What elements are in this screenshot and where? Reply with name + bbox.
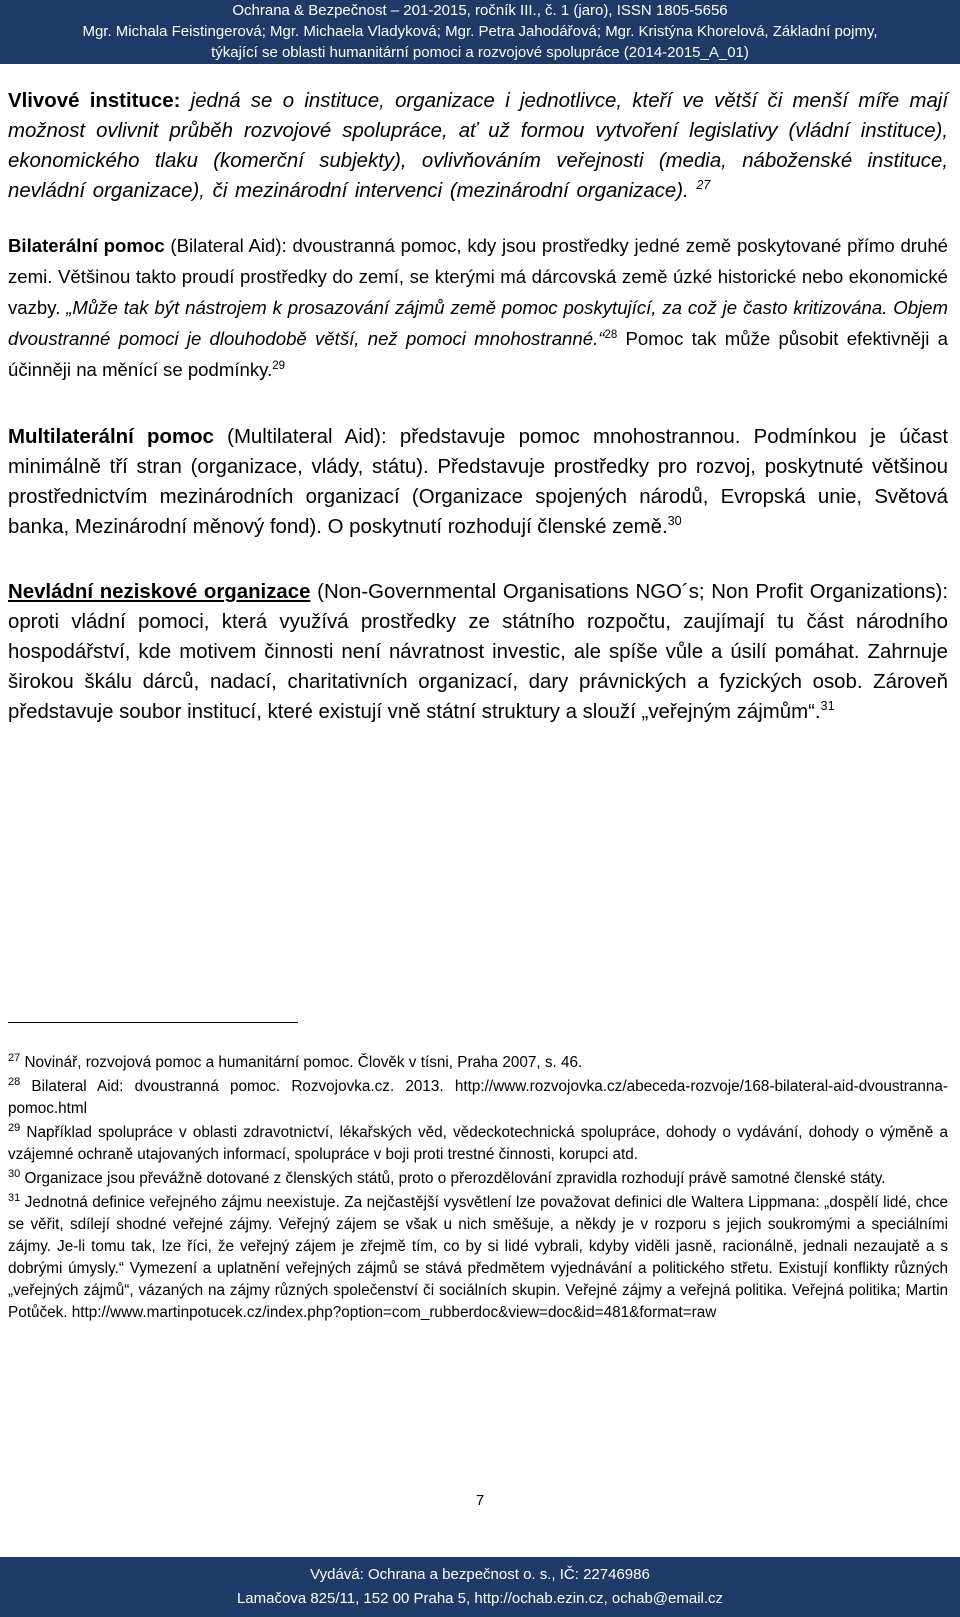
page-header	[0, 0, 960, 64]
term-colon: :	[173, 90, 181, 112]
header-authors-line: Mgr. Michala Feistingerová; Mgr. Michaela Vladyková; Mgr. Petra Jahodářová; Mgr. Kristýna Khorelová, Základní pojmy,	[82, 23, 878, 40]
footnote-text: Jednotná definice veřejného zájmu neexistuje. Za nejčastější vysvětlení lze považovat definici dle Waltera Lippmana: „dospělí lidé, chce se věřit, sdílejí shodné veřejné zájmy. Veřejný zájem se však u nich směšuje, a někdy je v rozporu s jejich soukromými a speciálními zájmy. Je-li tomu tak, lze říci, že veřejný zájem je zřejmě tím, co by si lidé vybrali, kdyby viděli jasně, racionálně, jednali nezaujatě a s dobrými úmysly.“ Vymezení a uplatnění veřejných zájmů se stává předmětem vyjednávání a politického střetu. Existují konflikty různých „veřejných zájmů“, vázaných na zájmy různých společenství či sociálních skupin. Veřejné zájmy a veřejná politika. Veřejná politika; Martin Potůček. http://www.martinpotucek.cz/index.php?option=com_rubberdoc&view=doc&id=481&format=raw	[8, 1194, 948, 1321]
paragraph-text: jedná se o instituce, organizace i jednotlivce, kteří ve větší či menší míře mají možnost ovlivnit průběh rozvojové spolupráce, ať už formou vytvoření legislativy (vládní instituce), ekonomického tlaku (komerční subjekty), ovlivňováním veřejnosti (media, náboženské instituce, nevládní organizace), či mezinárodní intervenci (mezinárodní organizace).	[8, 90, 948, 202]
term-bilateralni-pomoc: Bilaterální pomoc	[8, 235, 165, 256]
page-number: 7	[475, 1492, 485, 1509]
footnotes	[8, 1052, 948, 1326]
paragraph-vlivove-instituce	[8, 86, 948, 206]
footnote-ref-27[interactable]: 27	[696, 178, 711, 193]
header-journal-line: Ochrana & Bezpečnost – 201-2015, ročník III., č. 1 (jaro), ISSN 1805-5656	[232, 2, 728, 19]
footnote-text: Novinář, rozvojová pomoc a humanitární pomoc. Člověk v tísni, Praha 2007, s. 46.	[20, 1054, 583, 1071]
footnote-text: Například spolupráce v oblasti zdravotnictví, lékařských věd, vědeckotechnická spolupráce, dohody o vydávání, dohody o výměně a vzájemné ochraně utajovaných informací, spolupráce v boji proti trestné činnosti, korupci atd.	[8, 1124, 948, 1163]
term-multilateralni-pomoc: Multilaterální pomoc	[8, 426, 214, 448]
footnote-31	[8, 1192, 948, 1324]
footnote-ref-29[interactable]: 29	[272, 359, 286, 372]
paragraph-text: (Bilateral Aid): dvoustranná pomoc, kdy jsou prostředky jedné země poskytované přímo druhé zemi. Většinou takto proudí prostředky do zemí, se kterými má dárcovská země úzké historické nebo ekonomické vazby.	[8, 235, 949, 318]
paragraph-text: Pomoc tak může působit efektivněji a účinněji na měnící se podmínky.	[8, 328, 948, 380]
paragraph-bilateralni-pomoc	[8, 230, 948, 385]
footnote-28	[8, 1076, 948, 1120]
paragraph-text: (Multilateral Aid): představuje pomoc mnohostrannou. Podmínkou je účast minimálně tří stran (organizace, vlády, státu). Představuje prostředky pro rozvoj, poskytnuté většinou prostřednictvím mezinárodních organizací (Organizace spojených národů, Evropská unie, Světová banka, Mezinárodní měnový fond). O poskytnutí rozhodují členské země.	[8, 426, 948, 538]
footnote-text: Organizace jsou převážně dotované z členských států, proto o přerozdělování zpravidla rozhodují právě samotné členské státy.	[20, 1170, 886, 1187]
footnote-ref-31[interactable]: 31	[820, 699, 835, 714]
footnote-number: 29	[8, 1121, 21, 1134]
footnote-separator	[8, 1022, 298, 1023]
paragraph-nevladni-organizace	[8, 577, 948, 727]
paragraph-multilateralni-pomoc	[8, 422, 948, 542]
footnote-number: 27	[8, 1051, 21, 1064]
footer-address-line: Lamačova 825/11, 152 00 Praha 5, http://ochab.ezin.cz, ochab@email.cz	[236, 1590, 724, 1607]
footnote-ref-30[interactable]: 30	[667, 514, 682, 529]
quoted-text: „Může tak být nástrojem k prosazování zájmů země pomoc poskytující, za což je často kritizována. Objem dvoustranné pomoci je dlouhodobě větší, než pomoci mnohostranné.“	[8, 297, 948, 349]
page-footer	[0, 1557, 960, 1617]
term-vlivove-instituce: Vlivové instituce	[8, 90, 174, 112]
footnote-text: Bilateral Aid: dvoustranná pomoc. Rozvojovka.cz. 2013. http://www.rozvojovka.cz/abeceda-rozvoje/168-bilateral-aid-dvoustranna-pomoc.html	[8, 1078, 948, 1117]
footnote-29	[8, 1122, 948, 1166]
footnote-ref-28[interactable]: 28	[604, 328, 618, 341]
footnote-number: 31	[8, 1191, 21, 1204]
article-body	[8, 86, 948, 727]
footnote-number: 30	[8, 1167, 21, 1180]
footnote-30	[8, 1168, 948, 1190]
header-title-line: týkající se oblasti humanitární pomoci a rozvojové spolupráce (2014-2015_A_01)	[211, 44, 749, 61]
footnote-number: 28	[8, 1075, 21, 1088]
footnote-27	[8, 1052, 948, 1074]
term-nevladni-organizace: Nevládní neziskové organizace	[8, 581, 311, 603]
paragraph-text: (Non-Governmental Organisations NGO´s; Non Profit Organizations): oproti vládní pomoci, která využívá prostředky ze státního rozpočtu, zaujímají tu část národního hospodářství, kde motivem činnosti není návratnost investic, ale spíše vůle a úsilí pomáhat. Zahrnuje širokou škálu dárců, nadací, charitativních organizací, dary právnických a fyzických osob. Zároveň představuje soubor institucí, které existují vně státní struktury a slouží „veřejným zájmům“.	[8, 581, 948, 723]
footer-publisher-line: Vydává: Ochrana a bezpečnost o. s., IČ: 22746986	[310, 1566, 650, 1583]
